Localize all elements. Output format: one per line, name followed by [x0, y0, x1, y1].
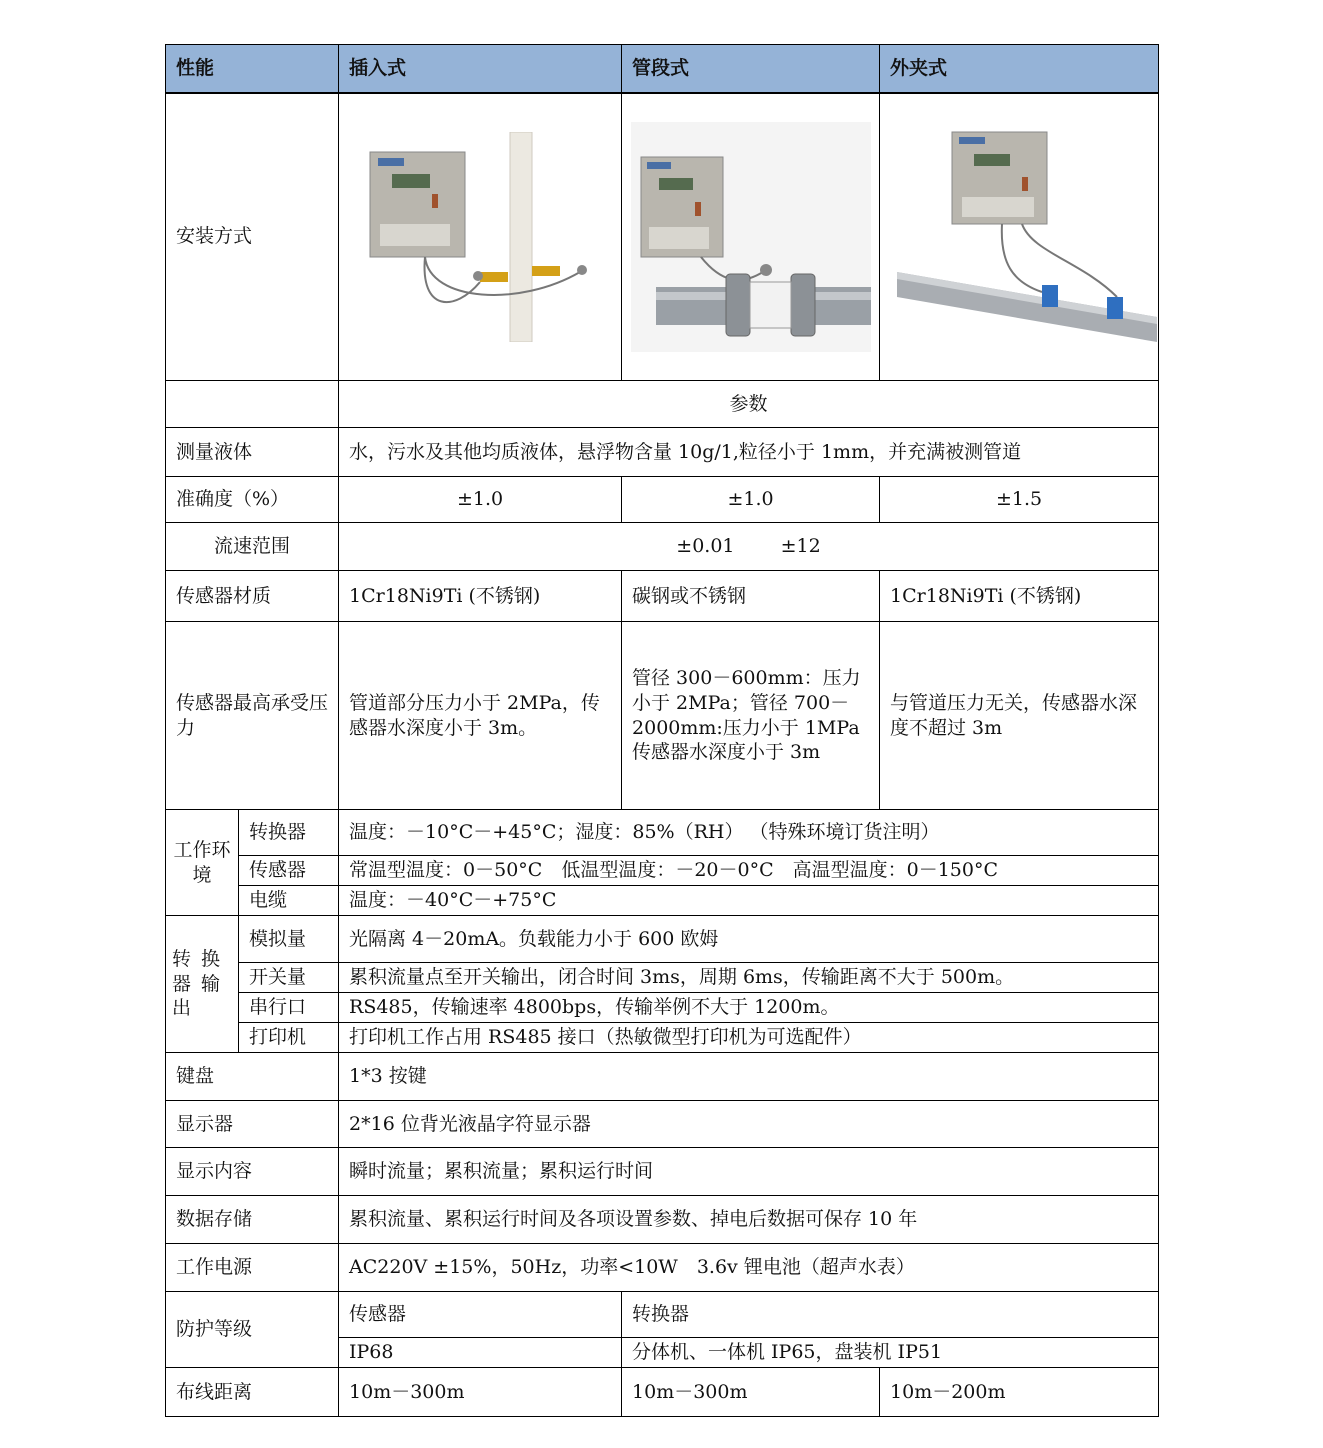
work-env-row-1 — [166, 810, 1159, 856]
accuracy-clamp-on: ±1.5 — [880, 477, 1159, 523]
wiring-clamp-on: 10m－200m — [880, 1368, 1159, 1417]
flow-range-row — [166, 523, 1159, 571]
work-env-label: 工作环境 — [166, 810, 239, 916]
keyboard-row — [166, 1053, 1159, 1101]
fluid-label: 测量液体 — [166, 428, 339, 477]
fluid-value: 水，污水及其他均质液体，悬浮物含量 10g/1,粒径小于 1mm，并充满被测管道 — [339, 428, 1159, 477]
max-pressure-label: 传感器最高承受压力 — [166, 622, 339, 810]
converter-output-name-1: 模拟量 — [239, 916, 339, 963]
sensor-material-clamp-on: 1Cr18Ni9Ti (不锈钢) — [880, 571, 1159, 622]
display-label: 显示器 — [166, 1101, 339, 1148]
work-env-value-1: 温度：－10°C－+45°C；湿度：85%（RH） （特殊环境订货注明） — [339, 810, 1159, 856]
pipe-section-photo-cell — [622, 93, 880, 381]
header-insertion: 插入式 — [339, 45, 622, 93]
converter-output-value-1: 光隔离 4－20mA。负载能力小于 600 欧姆 — [339, 916, 1159, 963]
spec-table — [165, 44, 1159, 1417]
insertion-flowmeter-photo — [360, 132, 600, 342]
flow-range-min: ±0.01 — [676, 535, 735, 558]
clamp-on-flowmeter-photo — [882, 122, 1157, 352]
accuracy-pipe-section: ±1.0 — [622, 477, 880, 523]
display-content-row — [166, 1148, 1159, 1196]
header-pipe-section: 管段式 — [622, 45, 880, 93]
header-clamp-on: 外夹式 — [880, 45, 1159, 93]
accuracy-row — [166, 477, 1159, 523]
converter-output-row-1 — [166, 916, 1159, 963]
converter-output-row-4 — [166, 1023, 1159, 1053]
protection-converter-heading: 转换器 — [622, 1292, 1159, 1338]
data-storage-label: 数据存储 — [166, 1196, 339, 1244]
converter-output-value-4: 打印机工作占用 RS485 接口（热敏微型打印机为可选配件） — [339, 1023, 1159, 1053]
flow-range-max: ±12 — [780, 535, 821, 558]
max-pressure-pipe-section: 管径 300－600mm：压力小于 2MPa；管径 700－2000mm:压力小于 1MPa 传感器水深度小于 3m — [622, 622, 880, 810]
max-pressure-insertion: 管道部分压力小于 2MPa，传感器水深度小于 3m。 — [339, 622, 622, 810]
work-env-name-2: 传感器 — [239, 856, 339, 886]
wiring-pipe-section: 10m－300m — [622, 1368, 880, 1417]
protection-converter-value: 分体机、一体机 IP65，盘装机 IP51 — [622, 1338, 1159, 1368]
max-pressure-row — [166, 622, 1159, 810]
params-heading: 参数 — [339, 381, 1159, 428]
display-row — [166, 1101, 1159, 1148]
work-env-value-2: 常温型温度：0－50°C 低温型温度：－20－0°C 高温型温度：0－150°C — [339, 856, 1159, 886]
converter-output-row-2 — [166, 963, 1159, 993]
header-performance: 性能 — [166, 45, 339, 93]
protection-sensor-value: IP68 — [339, 1338, 622, 1368]
params-heading-row — [166, 381, 1159, 428]
work-env-value-3: 温度：－40°C－+75°C — [339, 886, 1159, 916]
data-storage-row — [166, 1196, 1159, 1244]
accuracy-insertion: ±1.0 — [339, 477, 622, 523]
display-content-label: 显示内容 — [166, 1148, 339, 1196]
converter-output-name-4: 打印机 — [239, 1023, 339, 1053]
sensor-material-label: 传感器材质 — [166, 571, 339, 622]
converter-output-value-3: RS485，传输速率 4800bps，传输举例不大于 1200m。 — [339, 993, 1159, 1023]
pipe-section-flowmeter-photo — [631, 122, 871, 352]
install-label: 安装方式 — [166, 93, 339, 381]
sensor-material-row — [166, 571, 1159, 622]
fluid-row — [166, 428, 1159, 477]
max-pressure-clamp-on: 与管道压力无关，传感器水深度不超过 3m — [880, 622, 1159, 810]
data-storage-value: 累积流量、累积运行时间及各项设置参数、掉电后数据可保存 10 年 — [339, 1196, 1159, 1244]
display-content-value: 瞬时流量；累积流量；累积运行时间 — [339, 1148, 1159, 1196]
params-empty-cell — [166, 381, 339, 428]
converter-output-label: 转换器输出 — [166, 916, 239, 1053]
sensor-material-pipe-section: 碳钢或不锈钢 — [622, 571, 880, 622]
wiring-insertion: 10m－300m — [339, 1368, 622, 1417]
accuracy-label: 准确度（%） — [166, 477, 339, 523]
sensor-material-insertion: 1Cr18Ni9Ti (不锈钢) — [339, 571, 622, 622]
power-value: AC220V ±15%，50Hz，功率<10W 3.6v 锂电池（超声水表） — [339, 1244, 1159, 1292]
converter-output-value-2: 累积流量点至开关输出，闭合时间 3ms，周期 6ms，传输距离不大于 500m。 — [339, 963, 1159, 993]
work-env-row-2 — [166, 856, 1159, 886]
power-label: 工作电源 — [166, 1244, 339, 1292]
wiring-label: 布线距离 — [166, 1368, 339, 1417]
converter-output-row-3 — [166, 993, 1159, 1023]
flow-range-label: 流速范围 — [166, 523, 339, 571]
protection-label: 防护等级 — [166, 1292, 339, 1368]
converter-output-name-2: 开关量 — [239, 963, 339, 993]
protection-sensor-heading: 传感器 — [339, 1292, 622, 1338]
power-row — [166, 1244, 1159, 1292]
work-env-name-3: 电缆 — [239, 886, 339, 916]
install-row — [166, 93, 1159, 381]
work-env-row-3 — [166, 886, 1159, 916]
converter-output-name-3: 串行口 — [239, 993, 339, 1023]
insertion-photo-cell — [339, 93, 622, 381]
header-row — [166, 45, 1159, 93]
keyboard-label: 键盘 — [166, 1053, 339, 1101]
protection-row-1 — [166, 1292, 1159, 1338]
keyboard-value: 1*3 按键 — [339, 1053, 1159, 1101]
clamp-on-photo-cell — [880, 93, 1159, 381]
display-value: 2*16 位背光液晶字符显示器 — [339, 1101, 1159, 1148]
flow-range-value — [339, 523, 1159, 571]
wiring-row — [166, 1368, 1159, 1417]
work-env-name-1: 转换器 — [239, 810, 339, 856]
